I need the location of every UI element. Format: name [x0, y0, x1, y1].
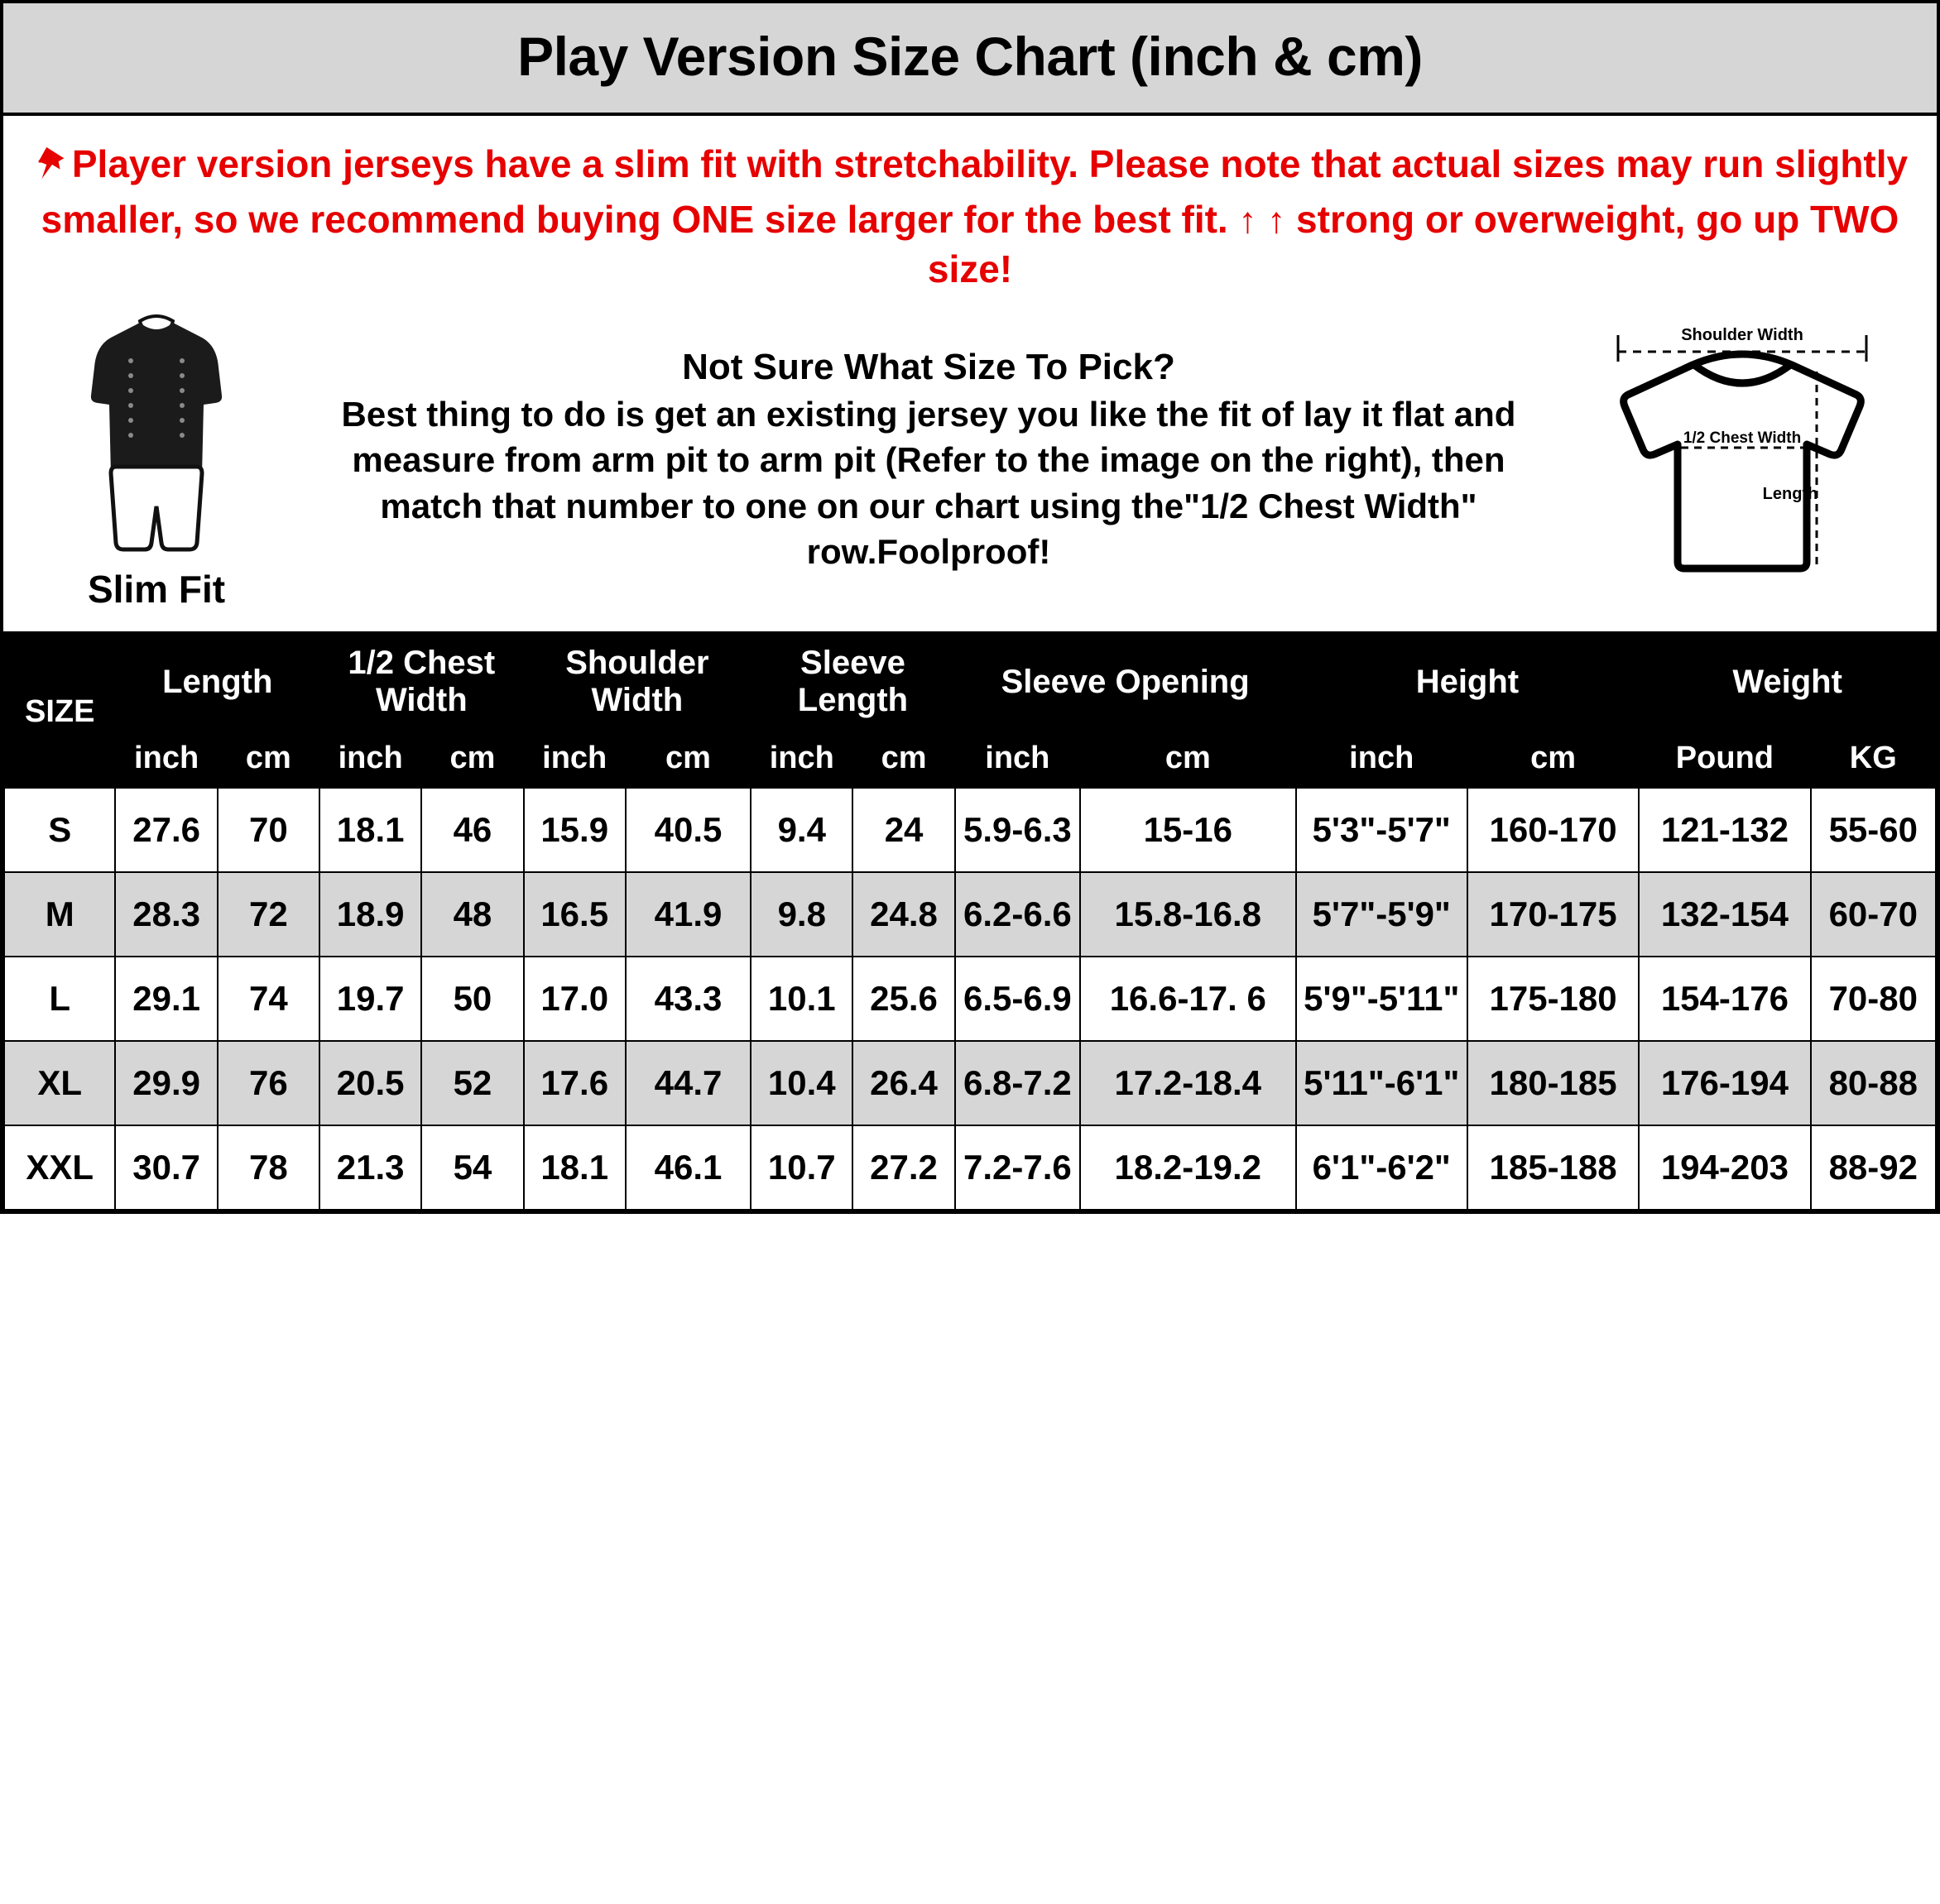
- advice-body: Best thing to do is get an existing jersey you like the fit of lay it flat and measure from arm pit to arm pit (Refer to the image on the right), then match that number to one on our chart using the"1/2 Chest Width" row.Foolproof!: [341, 394, 1516, 572]
- half-chest-width-label: 1/2 Chest Width: [1683, 429, 1802, 448]
- header-size: SIZE: [4, 635, 115, 788]
- cell: 15.8-16.8: [1080, 872, 1296, 957]
- table-row: [4, 788, 1936, 872]
- fit-column: [20, 309, 293, 611]
- cell: 6.5-6.9: [955, 957, 1080, 1041]
- cell: 18.1: [524, 1125, 626, 1210]
- cell: 28.3: [115, 872, 217, 957]
- header-unit-length-inch: inch: [115, 728, 217, 789]
- header-unit-sleeve-length-cm: cm: [852, 728, 954, 789]
- row-size: M: [4, 872, 115, 957]
- header-unit-sleeve-length-inch: inch: [751, 728, 852, 789]
- cell: 6.2-6.6: [955, 872, 1080, 957]
- cell: 70: [218, 788, 319, 872]
- cell: 17.2-18.4: [1080, 1041, 1296, 1125]
- header-group-sleeve-length: Sleeve Length: [751, 635, 955, 728]
- header-unit-height-cm: cm: [1467, 728, 1639, 789]
- header-unit-length-cm: cm: [218, 728, 319, 789]
- arrow-up-icon-1: ↑: [1238, 199, 1257, 241]
- cell: 19.7: [319, 957, 421, 1041]
- cell: 170-175: [1467, 872, 1639, 957]
- cell: 6.8-7.2: [955, 1041, 1080, 1125]
- header-unit-shoulder-inch: inch: [524, 728, 626, 789]
- cell: 10.1: [751, 957, 852, 1041]
- row-size: L: [4, 957, 115, 1041]
- cell: 46.1: [626, 1125, 751, 1210]
- header-unit-shoulder-cm: cm: [626, 728, 751, 789]
- cell: 24.8: [852, 872, 954, 957]
- header-group-shoulder-width: Shoulder Width: [524, 635, 752, 728]
- cell: 78: [218, 1125, 319, 1210]
- cell: 70-80: [1811, 957, 1936, 1041]
- row-size: S: [4, 788, 115, 872]
- table-row: [4, 1125, 1936, 1210]
- table-header-units: [4, 728, 1936, 789]
- cell: 6'1"-6'2": [1296, 1125, 1467, 1210]
- chart-title-bar: [3, 3, 1937, 116]
- cell: 26.4: [852, 1041, 954, 1125]
- cell: 9.4: [751, 788, 852, 872]
- cell: 20.5: [319, 1041, 421, 1125]
- cell: 52: [421, 1041, 523, 1125]
- cell: 15.9: [524, 788, 626, 872]
- cell: 27.2: [852, 1125, 954, 1210]
- table-header-groups: [4, 635, 1936, 728]
- cell: 9.8: [751, 872, 852, 957]
- page-title: Play Version Size Chart (inch & cm): [517, 26, 1423, 87]
- row-size: XL: [4, 1041, 115, 1125]
- pushpin-icon: [32, 144, 70, 194]
- tshirt-measurement-diagram-icon: [1564, 322, 1920, 599]
- cell: 10.4: [751, 1041, 852, 1125]
- cell: 5'3"-5'7": [1296, 788, 1467, 872]
- cell: 7.2-7.6: [955, 1125, 1080, 1210]
- cell: 15-16: [1080, 788, 1296, 872]
- cell: 132-154: [1639, 872, 1810, 957]
- cell: 175-180: [1467, 957, 1639, 1041]
- cell: 10.7: [751, 1125, 852, 1210]
- size-table: [3, 635, 1937, 1211]
- arrow-up-icon-2: ↑: [1267, 199, 1286, 241]
- cell: 21.3: [319, 1125, 421, 1210]
- cell: 41.9: [626, 872, 751, 957]
- length-label: Length: [1762, 485, 1818, 504]
- cell: 17.6: [524, 1041, 626, 1125]
- cell: 72: [218, 872, 319, 957]
- cell: 5'9"-5'11": [1296, 957, 1467, 1041]
- header-unit-sleeve-opening-inch: inch: [955, 728, 1080, 789]
- cell: 40.5: [626, 788, 751, 872]
- shoulder-width-label: Shoulder Width: [1681, 326, 1803, 345]
- header-group-sleeve-opening: Sleeve Opening: [955, 635, 1296, 728]
- cell: 55-60: [1811, 788, 1936, 872]
- cell: 180-185: [1467, 1041, 1639, 1125]
- cell: 48: [421, 872, 523, 957]
- header-unit-weight-pound: Pound: [1639, 728, 1810, 789]
- cell: 74: [218, 957, 319, 1041]
- cell: 60-70: [1811, 872, 1936, 957]
- cell: 29.9: [115, 1041, 217, 1125]
- cell: 18.2-19.2: [1080, 1125, 1296, 1210]
- notice-text-part2: strong or overweight, go up TWO size!: [927, 197, 1899, 291]
- cell: 50: [421, 957, 523, 1041]
- header-group-length: Length: [115, 635, 319, 728]
- cell: 24: [852, 788, 954, 872]
- cell: 18.1: [319, 788, 421, 872]
- header-group-half-chest-width: 1/2 Chest Width: [319, 635, 524, 728]
- row-size: XXL: [4, 1125, 115, 1210]
- diagram-column: [1564, 322, 1920, 599]
- cell: 25.6: [852, 957, 954, 1041]
- header-unit-chest-cm: cm: [421, 728, 523, 789]
- cell: 16.6-17. 6: [1080, 957, 1296, 1041]
- header-group-height: Height: [1296, 635, 1640, 728]
- cell: 16.5: [524, 872, 626, 957]
- table-row: [4, 1041, 1936, 1125]
- cell: 5'11"-6'1": [1296, 1041, 1467, 1125]
- cell: 54: [421, 1125, 523, 1210]
- cell: 154-176: [1639, 957, 1810, 1041]
- header-unit-height-inch: inch: [1296, 728, 1467, 789]
- fit-label: Slim Fit: [87, 568, 226, 611]
- cell: 80-88: [1811, 1041, 1936, 1125]
- cell: 17.0: [524, 957, 626, 1041]
- cell: 5'7"-5'9": [1296, 872, 1467, 957]
- cell: 185-188: [1467, 1125, 1639, 1210]
- cell: 18.9: [319, 872, 421, 957]
- cell: 43.3: [626, 957, 751, 1041]
- header-unit-chest-inch: inch: [319, 728, 421, 789]
- fit-notice: [3, 116, 1937, 303]
- cell: 121-132: [1639, 788, 1810, 872]
- cell: 5.9-6.3: [955, 788, 1080, 872]
- notice-text-part1: Player version jerseys have a slim fit with stretchability. Please note that actual sizes may run slightly smaller, so we recommend buying ONE size larger for the best fit.: [41, 142, 1909, 241]
- cell: 160-170: [1467, 788, 1639, 872]
- cell: 30.7: [115, 1125, 217, 1210]
- table-row: [4, 872, 1936, 957]
- cell: 44.7: [626, 1041, 751, 1125]
- jersey-silhouette-icon: [20, 309, 293, 562]
- table-row: [4, 957, 1936, 1041]
- cell: 76: [218, 1041, 319, 1125]
- header-unit-sleeve-opening-cm: cm: [1080, 728, 1296, 789]
- info-band: [3, 303, 1937, 635]
- cell: 194-203: [1639, 1125, 1810, 1210]
- cell: 88-92: [1811, 1125, 1936, 1210]
- cell: 29.1: [115, 957, 217, 1041]
- header-group-weight: Weight: [1639, 635, 1936, 728]
- header-unit-weight-kg: KG: [1811, 728, 1936, 789]
- advice-column: [293, 347, 1564, 575]
- advice-heading: Not Sure What Size To Pick?: [682, 346, 1175, 387]
- cell: 27.6: [115, 788, 217, 872]
- cell: 46: [421, 788, 523, 872]
- cell: 176-194: [1639, 1041, 1810, 1125]
